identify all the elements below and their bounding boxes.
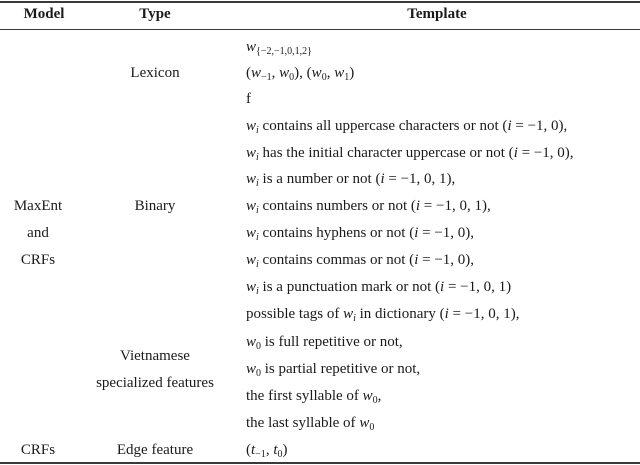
header-type: Type	[139, 6, 171, 22]
template-row-5: $w_i$ has the initial character uppercase or not (i = −1, 0),	[246, 145, 574, 163]
table-bottom-rule	[0, 462, 640, 464]
model-label-line1: MaxEnt	[13, 198, 63, 214]
model-label-crfs: CRFs	[20, 442, 56, 458]
type-lexicon: Lexicon	[130, 65, 180, 81]
template-row-12: $w_0$ is full repetitive or not,	[246, 334, 403, 352]
template-row-16: ($t_{-1}$, $t_0$)	[246, 442, 288, 460]
type-vietnamese-line2: specialized features	[96, 375, 214, 391]
template-row-6: $w_i$ is a number or not (i = −1, 0, 1),	[246, 171, 456, 189]
template-row-1: $w_{\{-2,-1,0,1,2\}}$	[246, 39, 312, 57]
template-row-4: $w_i$ contains all uppercase characters or not (i = −1, 0),	[246, 118, 568, 136]
table-top-rule	[0, 1, 640, 3]
type-edge-feature: Edge feature	[116, 442, 194, 458]
template-row-8: $w_i$ contains hyphens or not (i = −1, 0),	[246, 225, 475, 243]
template-row-2: ($w_{-1}$, $w_0$), ($w_0$, $w_1$)	[246, 65, 355, 83]
model-label-line2: and	[27, 225, 49, 241]
template-row-14: the first syllable of $w_0$,	[246, 388, 382, 406]
model-label-line3: CRFs	[20, 252, 56, 268]
template-row-9: $w_i$ contains commas or not (i = −1, 0),	[246, 252, 475, 270]
type-binary: Binary	[134, 198, 176, 214]
template-row-13: $w_0$ is partial repetitive or not,	[246, 361, 421, 379]
template-row-11: possible tags of $w_i$ in dictionary (i = −1, 0, 1),	[246, 306, 520, 324]
template-row-10: $w_i$ is a punctuation mark or not (i = −1, 0, 1)	[246, 279, 512, 297]
type-vietnamese-line1: Vietnamese	[120, 348, 190, 364]
template-row-7: $w_i$ contains numbers or not (i = −1, 0, 1),	[246, 198, 491, 216]
template-row-15: the last syllable of $w_0$	[246, 415, 375, 433]
table-header-rule	[0, 29, 640, 30]
header-template: Template	[407, 6, 467, 22]
header-model: Model	[23, 6, 65, 22]
template-row-3: f	[246, 91, 251, 107]
